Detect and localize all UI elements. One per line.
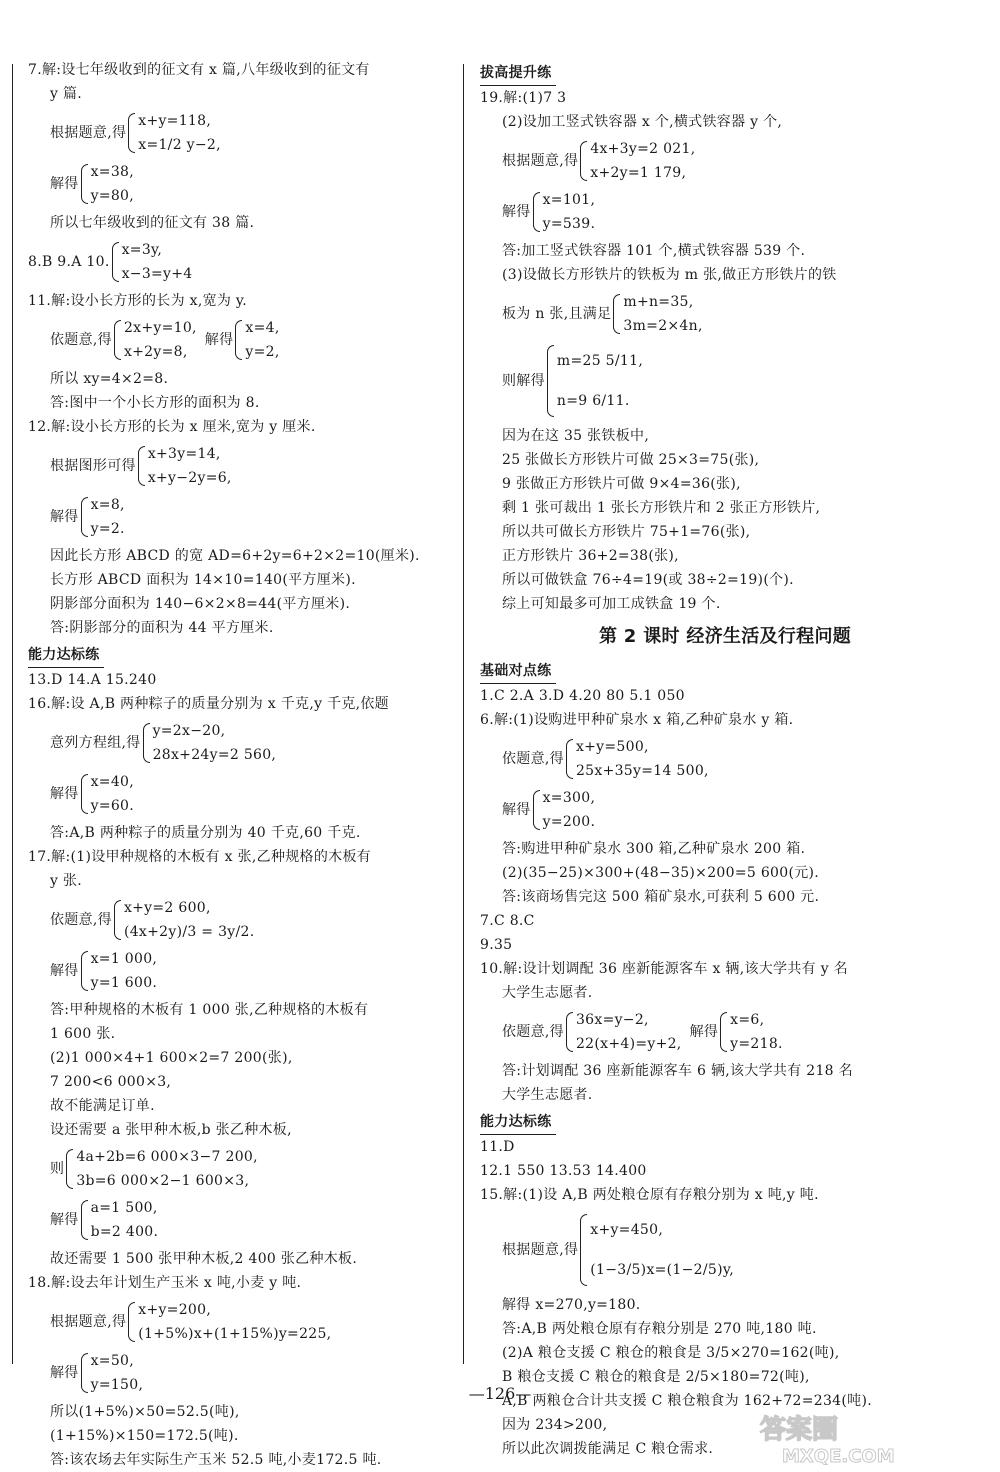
equation: x=4, xyxy=(245,320,280,336)
text-line: 因此长方形 ABCD 的宽 AD=6+2y=6+2×2=10(厘米). xyxy=(50,548,420,564)
equation: 4a+2b=6 000×3−7 200, xyxy=(76,1149,258,1165)
text-line: 19.解:(1)7 3 xyxy=(480,90,567,106)
equation-label: 根据题意,得 xyxy=(50,1314,127,1330)
equation: 3b=6 000×2−1 600×3, xyxy=(76,1173,250,1189)
equation: 25x+35y=14 500, xyxy=(575,763,709,779)
text-line: B 粮仓支援 C 粮仓的粮食是 2/5×180=72(吨), xyxy=(502,1369,810,1385)
equation-block xyxy=(28,1145,448,1193)
text-line: 9 张做正方形铁片可做 9×4=36(张), xyxy=(502,476,741,492)
equation: x=38, xyxy=(90,164,134,180)
equation-block xyxy=(480,137,970,185)
equation-block xyxy=(28,1298,448,1346)
equation: y=1 600. xyxy=(90,975,158,991)
text-line: 11.D xyxy=(480,1139,515,1155)
text-line: 所以此次调拨能满足 C 粮仓需求. xyxy=(502,1441,714,1457)
text-line: 所以共可做长方形铁片 75+1=76(张), xyxy=(502,524,751,540)
text-line: 12.解:设小长方形的长为 x 厘米,宽为 y 厘米. xyxy=(28,419,316,435)
equation-block xyxy=(28,238,448,286)
text-line: 答:阴影部分的面积为 44 平方厘米. xyxy=(50,620,274,636)
text-line: 25 张做长方形铁片可做 25×3=75(张), xyxy=(502,452,760,468)
left-margin-rule xyxy=(12,64,13,1364)
equation: y=60. xyxy=(90,798,135,814)
equation-block xyxy=(28,719,448,767)
equation: 22(x+4)=y+2, xyxy=(575,1036,682,1052)
equation-label: 依题意,得 xyxy=(50,332,112,348)
text-line: 7.C 8.C xyxy=(480,913,535,929)
text-line: 综上可知最多可加工成铁盒 19 个. xyxy=(502,596,721,612)
equation-system xyxy=(81,947,158,995)
text-line: 故不能满足订单. xyxy=(50,1098,155,1114)
equation-block xyxy=(480,341,970,421)
equation-system xyxy=(81,160,134,208)
equation-label: 根据题意,得 xyxy=(502,153,579,169)
equation: x+y=500, xyxy=(575,739,649,755)
text-line: (3)设做长方形铁片的铁板为 m 张,做正方形铁片的铁 xyxy=(502,267,837,283)
equation: x−3=y+4 xyxy=(121,266,193,282)
equation-label: 根据图形可得 xyxy=(50,458,136,474)
equation: n=9 6/11. xyxy=(556,393,630,409)
equation-block xyxy=(28,493,448,541)
text-line: 长方形 ABCD 面积为 14×10=140(平方厘米). xyxy=(50,572,356,588)
text-line: 1 600 张. xyxy=(50,1026,116,1042)
text-line: 18.解:设去年计划生产玉米 x 吨,小麦 y 吨. xyxy=(28,1275,302,1291)
equation-system xyxy=(128,1298,331,1346)
equation-block xyxy=(28,442,448,490)
equation: m+n=35, xyxy=(623,294,694,310)
equation-system xyxy=(547,341,643,421)
equation-block xyxy=(28,316,448,364)
equation: x+y=200, xyxy=(138,1302,212,1318)
equation-label: 解得 xyxy=(502,802,531,818)
text-line: 答:甲种规格的木板有 1 000 张,乙种规格的木板有 xyxy=(50,1002,369,1018)
section-label: 基础对点练 xyxy=(480,660,556,684)
equation-system xyxy=(580,137,695,185)
text-line: 16.解:设 A,B 两种粽子的质量分别为 x 千克,y 千克,依题 xyxy=(28,696,389,712)
equation-label: 解得 xyxy=(50,786,79,802)
equation-label: 依题意,得 xyxy=(502,1024,564,1040)
text-line: 设还需要 a 张甲种木板,b 张乙种木板, xyxy=(50,1122,292,1138)
text-line: 1.C 2.A 3.D 4.20 80 5.1 050 xyxy=(480,688,685,704)
text-line: 大学生志愿者. xyxy=(502,1087,593,1103)
text-line: (2)设加工竖式铁容器 x 个,横式铁容器 y 个, xyxy=(502,114,783,130)
equation: y=200. xyxy=(542,814,596,830)
text-line: 大学生志愿者. xyxy=(502,985,593,1001)
equation: x=6, xyxy=(730,1012,765,1028)
text-line: (2)(35−25)×300+(48−35)×200=5 600(元). xyxy=(502,865,820,881)
text-line: y 篇. xyxy=(50,86,83,102)
equation: x+y=2 600, xyxy=(123,900,211,916)
equation-label: 板为 n 张,且满足 xyxy=(502,306,612,322)
text-line: 因为 234>200, xyxy=(502,1417,608,1433)
equation: x=50, xyxy=(90,1353,134,1369)
text-line: 正方形铁片 36+2=38(张), xyxy=(502,548,679,564)
equation-system xyxy=(566,735,709,783)
text-line: 所以(1+5%)×50=52.5(吨), xyxy=(50,1404,240,1420)
equation: x=300, xyxy=(542,790,596,806)
equation-system xyxy=(533,188,596,236)
equation-system xyxy=(143,719,277,767)
equation: 2x+y=10, xyxy=(123,320,197,336)
text-line: 12.1 550 13.53 14.400 xyxy=(480,1163,647,1179)
equation: x+y−2y=6, xyxy=(147,470,232,486)
equation: x=3y, xyxy=(121,242,163,258)
equation-label: 意列方程组,得 xyxy=(50,735,141,751)
equation: 4x+3y=2 021, xyxy=(590,141,696,157)
equation-system xyxy=(580,1210,734,1290)
equation: x=1/2 y−2, xyxy=(138,137,221,153)
section-label: 能力达标练 xyxy=(480,1111,556,1135)
equation-block xyxy=(28,947,448,995)
equation-system xyxy=(114,316,197,364)
equation-label: 根据题意,得 xyxy=(50,125,127,141)
equation-system xyxy=(81,770,134,818)
equation-label: 解得 xyxy=(689,1024,719,1040)
text-line: y 张. xyxy=(50,873,83,889)
equation-system xyxy=(138,442,232,490)
equation-block xyxy=(28,160,448,208)
text-line: 故还需要 1 500 张甲种木板,2 400 张乙种木板. xyxy=(50,1251,358,1267)
text-line: 10.解:设计划调配 36 座新能源客车 x 辆,该大学共有 y 名 xyxy=(480,961,848,977)
equation: b=2 400. xyxy=(90,1224,159,1240)
equation-system xyxy=(128,109,221,157)
equation-label: 解得 xyxy=(204,332,234,348)
equation: y=2, xyxy=(245,344,280,360)
text-line: 答:该农场去年实际生产玉米 52.5 吨,小麦172.5 吨. xyxy=(50,1452,382,1468)
equation-label: 则解得 xyxy=(502,373,545,389)
equation-system xyxy=(613,290,702,338)
equation: m=25 5/11, xyxy=(556,353,644,369)
text-line: 解得 x=270,y=180. xyxy=(502,1297,641,1313)
equation-system xyxy=(81,1196,159,1244)
center-divider xyxy=(463,64,464,1364)
equation-system xyxy=(81,493,125,541)
lesson-heading: 第 2 课时 经济生活及行程问题 xyxy=(598,626,852,647)
text-line: 6.解:(1)设购进甲种矿泉水 x 箱,乙种矿泉水 y 箱. xyxy=(480,712,794,728)
equation-block xyxy=(480,786,970,834)
equation: y=2. xyxy=(90,521,125,537)
equation: x+2y=1 179, xyxy=(590,165,687,181)
text-line: 11.解:设小长方形的长为 x,宽为 y. xyxy=(28,293,248,309)
equation: 36x=y−2, xyxy=(575,1012,649,1028)
equation-block xyxy=(28,896,448,944)
equation: 28x+24y=2 560, xyxy=(152,747,277,763)
equation-label: 根据题意,得 xyxy=(502,1242,579,1258)
equation-system xyxy=(720,1008,783,1056)
equation-block xyxy=(480,1210,970,1290)
equation: (4x+2y)/3 = 3y/2. xyxy=(123,924,255,940)
equation: x=40, xyxy=(90,774,134,790)
equation: 3m=2×4n, xyxy=(623,318,703,334)
text-line: 答:A,B 两种粽子的质量分别为 40 千克,60 千克. xyxy=(50,825,361,841)
equation: x+2y=8, xyxy=(123,344,188,360)
text-line: 答:计划调配 36 座新能源客车 6 辆,该大学共有 218 名 xyxy=(502,1063,853,1079)
text-line: 答:购进甲种矿泉水 300 箱,乙种矿泉水 200 箱. xyxy=(502,841,806,857)
text-line: 答:A,B 两处粮仓原有存粮分别是 270 吨,180 吨. xyxy=(502,1321,817,1337)
equation: y=539. xyxy=(542,216,596,232)
equation: y=2x−20, xyxy=(152,723,226,739)
text-line: 所以七年级收到的征文有 38 篇. xyxy=(50,215,255,231)
equation: (1+5%)x+(1+15%)y=225, xyxy=(138,1326,332,1342)
text-line: 所以 xy=4×2=8. xyxy=(50,371,169,387)
equation: x+y=450, xyxy=(590,1222,664,1238)
equation-system xyxy=(112,238,193,286)
equation-label: 解得 xyxy=(502,204,531,220)
text-line: 7.解:设七年级收到的征文有 x 篇,八年级收到的征文有 xyxy=(28,62,370,78)
equation-block xyxy=(480,735,970,783)
equation-label: 依题意,得 xyxy=(50,912,112,928)
text-line: 9.35 xyxy=(480,937,513,953)
equation-block xyxy=(480,1008,970,1056)
equation-block xyxy=(28,109,448,157)
equation-block xyxy=(28,770,448,818)
text-line: 阴影部分面积为 140−6×2×8=44(平方厘米). xyxy=(50,596,351,612)
text-line: 17.解:(1)设甲种规格的木板有 x 张,乙种规格的木板有 xyxy=(28,849,372,865)
equation-system xyxy=(566,1008,682,1056)
text-line: (1+15%)×150=172.5(吨). xyxy=(50,1428,239,1444)
equation: x+3y=14, xyxy=(147,446,221,462)
section-label: 拔高提升练 xyxy=(480,62,556,86)
equation-system xyxy=(66,1145,258,1193)
text-line: 7 200<6 000×3, xyxy=(50,1074,172,1090)
text-line: 答:图中一个小长方形的面积为 8. xyxy=(50,395,260,411)
text-line: 因为在这 35 张铁板中, xyxy=(502,428,650,444)
section-label: 能力达标练 xyxy=(28,644,104,668)
equation-block xyxy=(28,1196,448,1244)
text-line: A,B 两粮仓合计共支援 C 粮仓粮食为 162+72=234(吨). xyxy=(502,1393,872,1409)
page-number: —126— xyxy=(468,1384,532,1403)
equation-label: 解得 xyxy=(50,176,79,192)
equation: x=1 000, xyxy=(90,951,158,967)
equation: x=8, xyxy=(90,497,125,513)
svg-text:答案圈: 答案圈 xyxy=(760,1415,839,1445)
equation: y=150, xyxy=(90,1377,144,1393)
equation-label: 8.B 9.A 10. xyxy=(28,254,110,270)
equation-label: 则 xyxy=(50,1161,65,1177)
equation: (1−3/5)x=(1−2/5)y, xyxy=(590,1262,734,1278)
text-line: (2)A 粮仓支援 C 粮仓的粮食是 3/5×270=162(吨), xyxy=(502,1345,840,1361)
text-line: 13.D 14.A 15.240 xyxy=(28,672,157,688)
equation-system xyxy=(114,896,255,944)
text-line: 剩 1 张可裁出 1 张长方形铁片和 2 张正方形铁片, xyxy=(502,500,821,516)
equation: y=218. xyxy=(730,1036,783,1052)
text-line: 所以可做铁盒 76÷4=19(或 38÷2=19)(个). xyxy=(502,572,794,588)
equation-label: 依题意,得 xyxy=(502,751,564,767)
equation-block xyxy=(480,290,970,338)
equation: a=1 500, xyxy=(90,1200,158,1216)
watermark-logo xyxy=(752,1408,982,1468)
svg-text:MXQE.COM: MXQE.COM xyxy=(782,1446,895,1467)
text-line: 答:加工竖式铁容器 101 个,横式铁容器 539 个. xyxy=(502,243,806,259)
equation-label: 解得 xyxy=(50,1212,79,1228)
equation: y=80, xyxy=(90,188,135,204)
equation: x+y=118, xyxy=(138,113,212,129)
equation-system xyxy=(235,316,279,364)
equation-label: 解得 xyxy=(50,1365,79,1381)
text-line: 答:该商场售完这 500 箱矿泉水,可获利 5 600 元. xyxy=(502,889,820,905)
equation-system xyxy=(533,786,596,834)
equation: x=101, xyxy=(542,192,596,208)
left-column xyxy=(28,58,448,1472)
right-column xyxy=(480,58,970,1461)
equation-label: 解得 xyxy=(50,963,79,979)
text-line: (2)1 000×4+1 600×2=7 200(张), xyxy=(50,1050,293,1066)
text-line: 15.解:(1)设 A,B 两处粮仓原有存粮分别为 x 吨,y 吨. xyxy=(480,1187,819,1203)
equation-label: 解得 xyxy=(50,509,79,525)
equation-block xyxy=(480,188,970,236)
